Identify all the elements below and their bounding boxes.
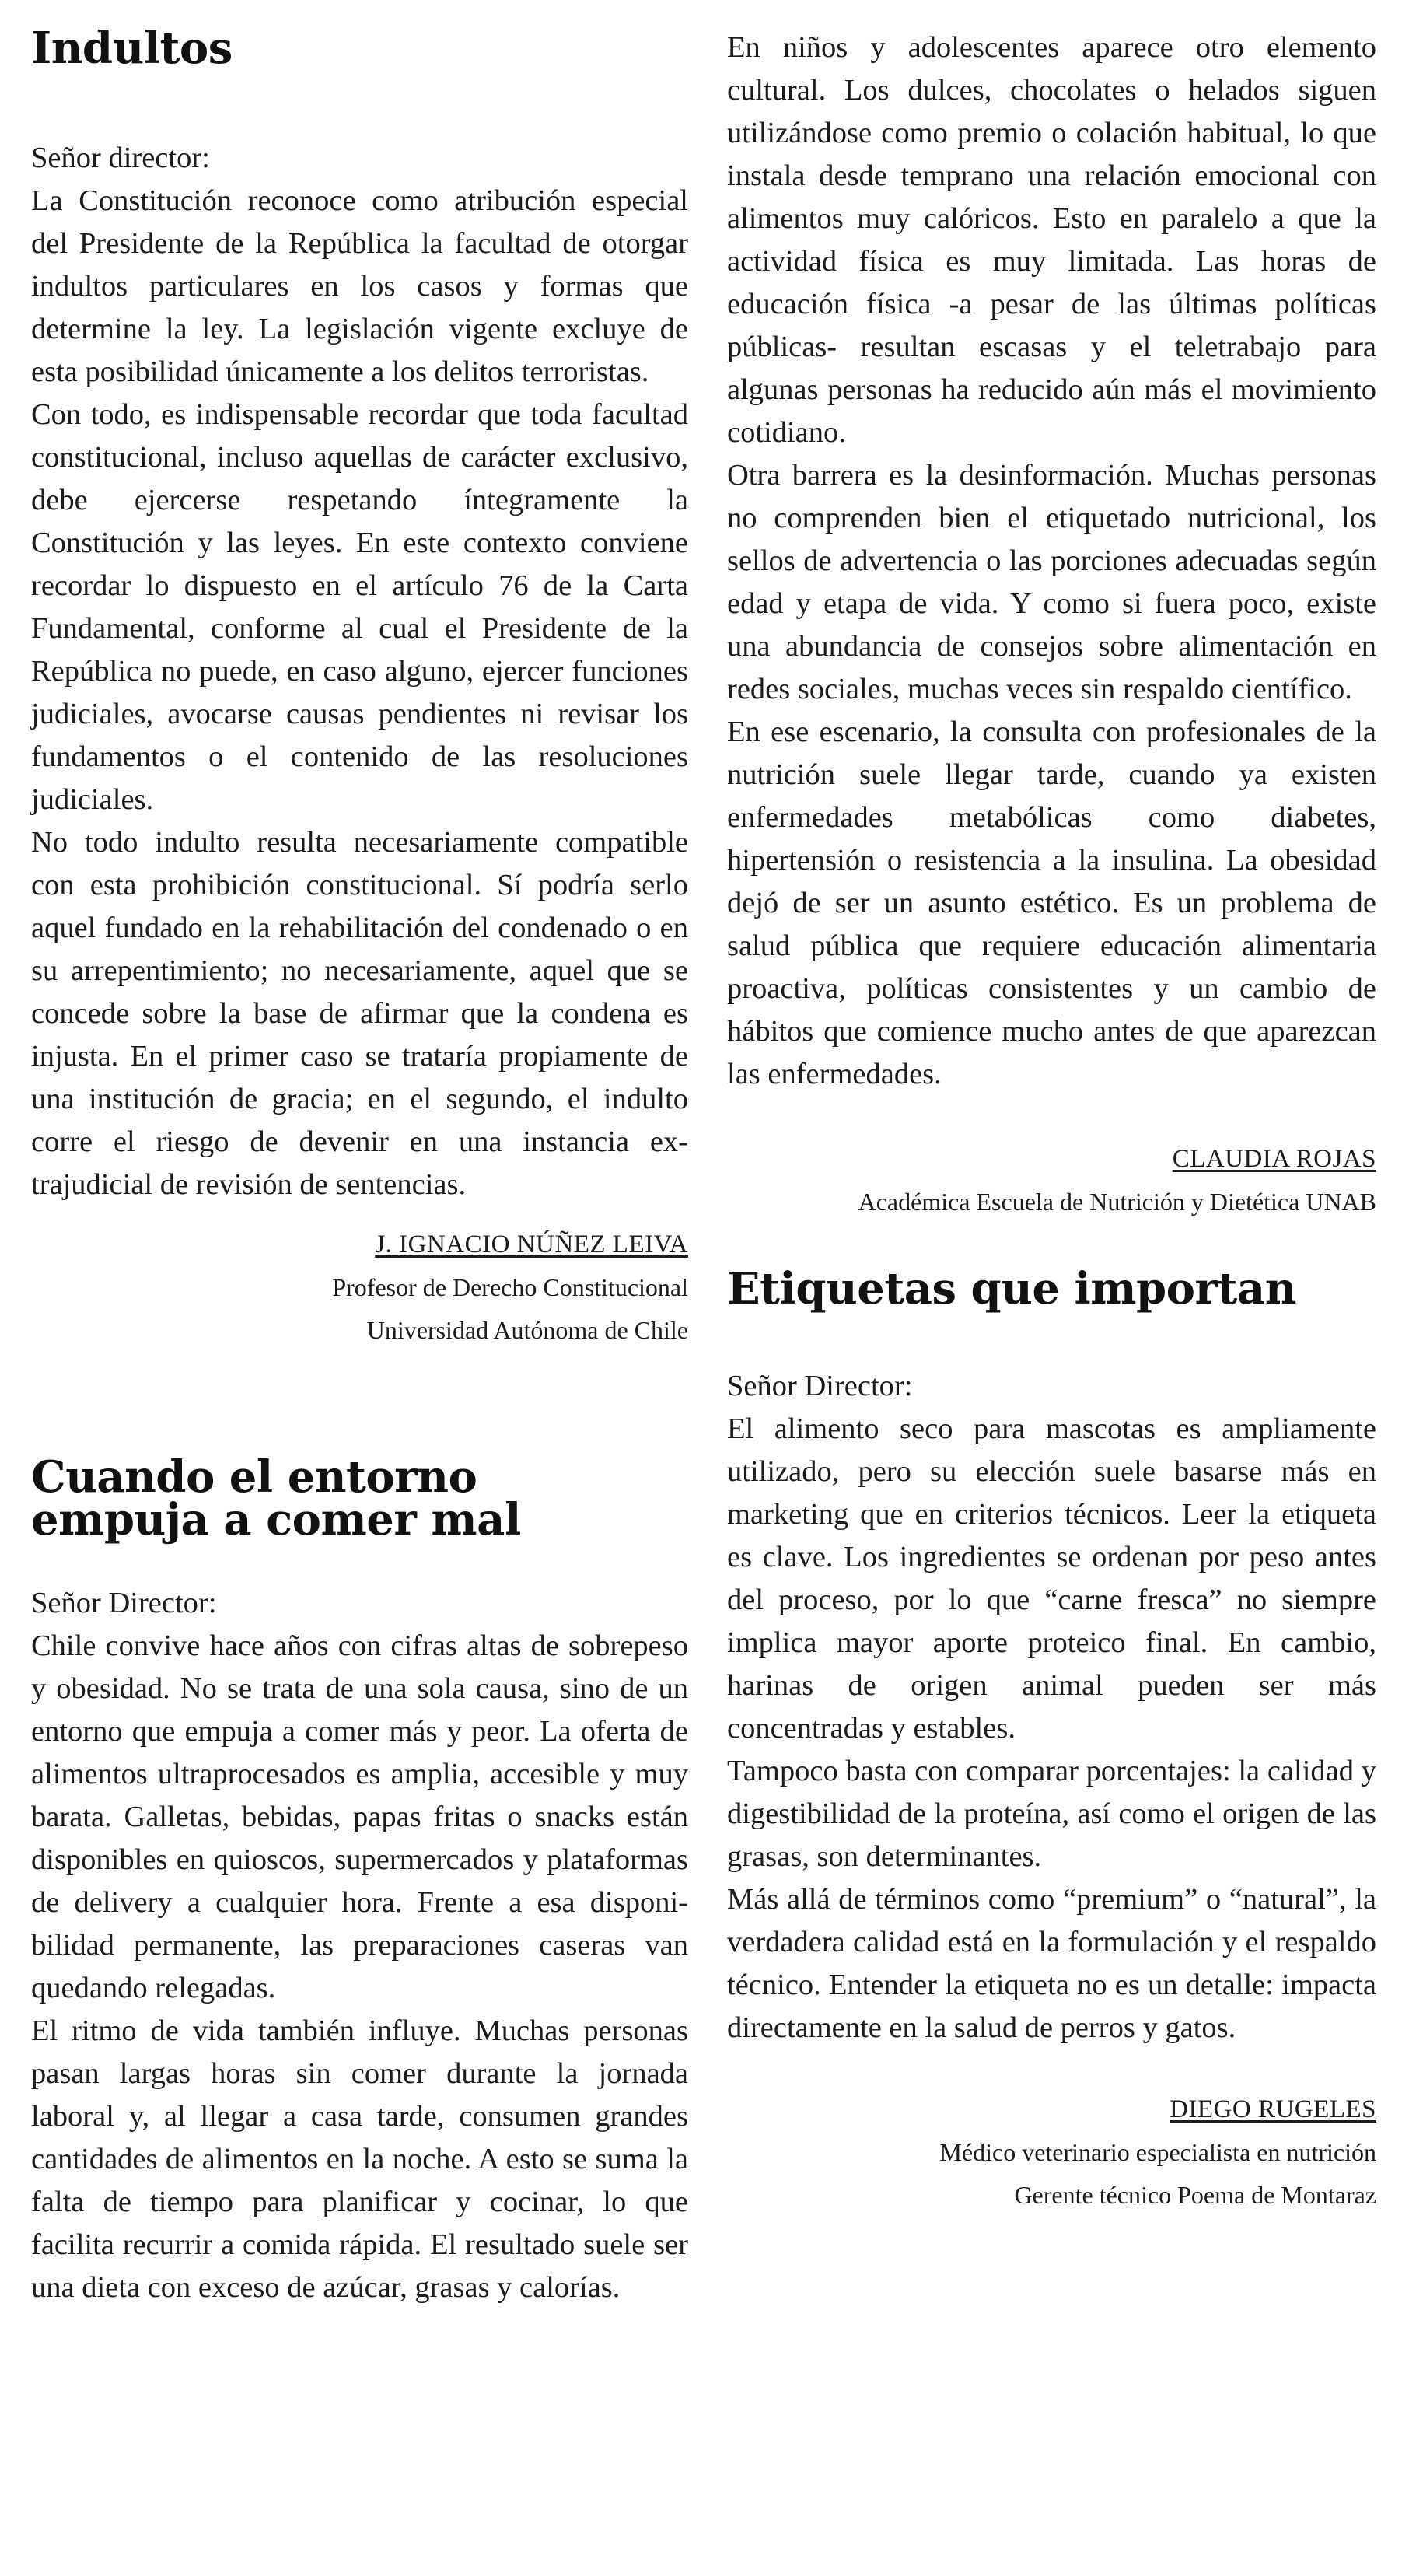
right-column (727, 0, 1376, 2217)
letter-signature (727, 1138, 1376, 1223)
letter-salutation: Señor Director: (31, 1587, 217, 1619)
letter-salutation: Señor Director: (727, 1370, 913, 1402)
continued-body (727, 26, 1376, 1096)
author-title: Médico veterinario especialista en nutrición (939, 2138, 1376, 2166)
letter-paragraph: Con todo, es indispensable recordar que toda facultad constitucional, incluso aquellas de carácter exclusivo, debe ejercerse respetando íntegramente la Constitución y las leyes. En este contexto conviene recordar lo dispuesto en el artículo 76 de la Carta Fundamental, conforme al cual el Presidente de la República no puede, en caso alguno, ejercer funciones judiciales, avocarse causas pendientes ni revisar los fundamentos o el contenido de las resoluciones judiciales. (31, 398, 688, 816)
letter-etiquetas (727, 1263, 1376, 2217)
author-name: CLAUDIA ROJAS (1172, 1145, 1376, 1173)
letter-paragraph: Más allá de términos como “premium” o “natural”, la verdadera calidad está en la formulación y el respaldo técnico. Entender la etiqueta no es un detalle: impacta directamente en la salud de perros y gatos. (727, 1883, 1376, 2044)
letter-paragraph: El alimento seco para mascotas es ampliamente utilizado, pero su elección suele basarse más en marketing que en criterios técnicos. Leer la etiqueta es clave. Los ingredientes se ordenan por peso antes del proceso, por lo que “carne fresca” no siempre implica mayor aporte proteico final. En cambio, harinas de origen animal pueden ser más concentradas y estables. (727, 1412, 1376, 1745)
author-name: J. IGNACIO NÚÑEZ LEIVA (375, 1230, 688, 1258)
author-title: Académica Escuela de Nutrición y Dietética UNAB (858, 1188, 1376, 1216)
letter-signature (727, 2088, 1376, 2217)
letter-paragraph: El ritmo de vida también influye. Muchas personas pasan largas horas sin comer durante la jornada laboral y, al llegar a casa tarde, consumen grandes cantidades de alimentos en la noche. A esto se suma la falta de tiempo para planificar y cocinar, lo que facilita recurrir a comida rápida. El resultado suele ser una dieta con exceso de azúcar, grasas y calorías. (31, 2014, 688, 2304)
left-column (31, 0, 688, 2309)
author-name: DIEGO RUGELES (1170, 2095, 1376, 2123)
letter-salutation: Señor director: (31, 142, 210, 174)
letter-title-line: Cuando el entorno (31, 1451, 477, 1503)
letter-indultos (31, 23, 688, 1352)
letter-title: Indultos (31, 23, 233, 74)
letter-paragraph: Tampoco basta con comparar porcentajes: la calidad y digestibilidad de la proteína, así como el origen de las grasas, son determinantes. (727, 1755, 1376, 1873)
letter-title (31, 1451, 688, 1545)
author-affiliation: Universidad Autónoma de Chile (366, 1316, 688, 1344)
letter-paragraph: En ese escenario, la consulta con profesionales de la nutrición suele llegar tarde, cuando ya existen enfermedades metabólicas como diabetes, hipertensión o resistencia a la insulina. La obesidad dejó de ser un asunto estético. Es un problema de salud pública que requiere educación alimentaria proactiva, políticas consistentes y un cambio de hábitos que comience mucho antes de que aparezcan las enfermedades. (727, 716, 1376, 1090)
letter-paragraph: Otra barrera es la desinformación. Muchas personas no comprenden bien el etiquetado nutricional, los sellos de advertencia o las porciones adecuadas según edad y etapa de vida. Y como si fuera poco, existe una abundancia de consejos sobre alimentación en redes sociales, muchas veces sin respaldo científico. (727, 459, 1376, 705)
letter-title: Etiquetas que importan (727, 1263, 1296, 1314)
letter-title-line: empuja a comer mal (31, 1494, 521, 1545)
author-affiliation: Gerente técnico Poema de Montaraz (1014, 2181, 1376, 2209)
letter-entorno (31, 1451, 688, 2309)
author-title: Profesor de Derecho Constitucional (332, 1273, 688, 1301)
letter-paragraph: No todo indulto resulta necesariamente compatible con esta prohibición constitucional. Sí podría serlo aquel fundado en la rehabilitación del condenado o en su arrepentimiento; no necesariamente, aquel que se concede sobre la base de afirmar que la condena es injusta. En el primer caso se trataría propiamente de una institución de gracia; en el segundo, el indulto corre el riesgo de devenir en una instancia extrajudicial de revisión de sentencias. (31, 826, 688, 1201)
letter-paragraph: En niños y adolescentes aparece otro elemento cultural. Los dulces, chocolates o helados siguen utilizándose como premio o colación habitual, lo que instala desde temprano una relación emocional con alimentos muy calóricos. Esto en paralelo a que la actividad física es muy limitada. Las horas de educación física -a pesar de las últimas políticas públicas- resultan escasas y el teletrabajo para algunas personas ha reducido aún más el movimiento cotidiano. (727, 31, 1376, 449)
letter-signature (31, 1223, 688, 1352)
letter-entorno-continued (727, 26, 1376, 1223)
letter-paragraph: La Constitución reconoce como atribución especial del Presidente de la República la facultad de otorgar indultos particulares en los casos y formas que determine la ley. La legislación vigente excluye de esta posibilidad únicamente a los delitos terroristas. (31, 184, 688, 388)
letter-paragraph: Chile convive hace años con cifras altas de sobrepeso y obesidad. No se trata de una sola causa, sino de un entorno que empuja a comer más y peor. La oferta de alimentos ultraprocesados es amplia, accesible y muy barata. Galletas, bebidas, papas fritas o snacks están disponibles en quioscos, supermercados y plataformas de delivery a cualquier hora. Frente a esa disponibilidad permanente, las preparaciones caseras van quedando relegadas. (31, 1629, 688, 2004)
